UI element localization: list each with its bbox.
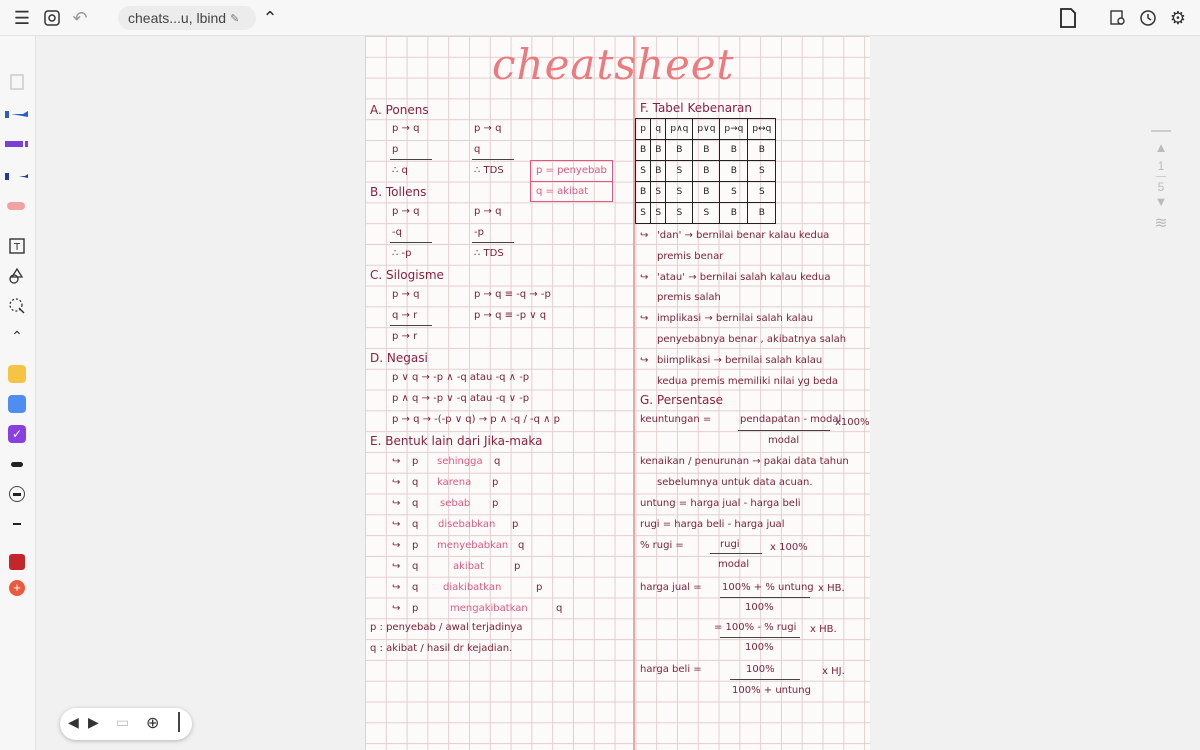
bentuk-word: menyebabkan	[437, 540, 509, 551]
pen-tool-darkblue[interactable]	[4, 164, 30, 188]
table-row: S B S B B S	[636, 161, 776, 182]
layers-icon[interactable]: ≋	[1154, 215, 1168, 232]
bentuk-b: p	[536, 582, 543, 593]
chevron-up-icon[interactable]: ⌃	[262, 7, 278, 28]
page-total: 5	[1157, 180, 1165, 194]
add-color-icon[interactable]: +	[4, 576, 30, 600]
untung-formula: untung = harga jual - harga beli	[640, 498, 801, 509]
arrow-bullet-icon: ↪	[640, 354, 649, 366]
ponens-line: ∴ q	[392, 165, 408, 176]
page-down-icon[interactable]: ▼	[1154, 194, 1168, 209]
truth-note: biimplikasi → bernilai salah kalau	[657, 354, 823, 366]
section-d-heading: D. Negasi	[370, 351, 428, 365]
svg-text:T: T	[14, 242, 21, 253]
rugi-formula: rugi = harga beli - harga jual	[640, 519, 785, 530]
p-definition: p : penyebab / awal terjadinya	[370, 622, 523, 633]
bentuk-a: q	[412, 561, 419, 572]
arrow-bullet-icon: ↪	[392, 540, 401, 551]
thumbnail-icon[interactable]: ▭	[116, 714, 130, 730]
arrow-bullet-icon: ↪	[392, 582, 401, 593]
keuntungan-numerator: pendapatan - modal	[740, 414, 842, 425]
bentuk-b: p	[492, 477, 499, 488]
bentuk-a: q	[412, 498, 419, 509]
rename-pencil-icon: ✎	[230, 12, 240, 25]
history-clock-icon[interactable]	[1136, 6, 1160, 30]
arrow-bullet-icon: ↪	[392, 603, 401, 614]
bentuk-a: q	[412, 519, 419, 530]
bentuk-word: karena	[437, 477, 472, 488]
kenaikan-note: kenaikan / penurunan → pakai data tahun	[640, 456, 849, 467]
silogisme-line: p → r	[392, 331, 418, 342]
silogisme-line: q → r	[392, 310, 418, 321]
bentuk-word: sebab	[440, 498, 471, 509]
q-definition: q : akibat / hasil dr kejadian.	[370, 643, 513, 654]
table-row: B B B B B B	[636, 140, 776, 161]
tollens-line: -p	[474, 227, 484, 238]
bentuk-word: sehingga	[437, 456, 483, 467]
persen-rugi-label: % rugi =	[640, 540, 684, 551]
truth-note: kedua premis memiliki nilai yg beda	[657, 375, 838, 387]
page-current: 1	[1157, 159, 1165, 173]
kenaikan-note-2: sebelumnya untuk data acuan.	[657, 477, 813, 488]
harga-jual-times-2: x HB.	[810, 624, 837, 635]
bentuk-b: q	[556, 603, 563, 614]
harga-beli-times: x HJ.	[822, 666, 845, 677]
bentuk-b: q	[494, 456, 501, 467]
bentuk-b: q	[518, 540, 525, 551]
lasso-select-icon[interactable]	[4, 294, 30, 318]
ponens-line: ∴ TDS	[474, 165, 504, 176]
persen-rugi-numerator: rugi	[720, 539, 740, 550]
eraser-tool[interactable]	[4, 194, 30, 218]
bentuk-word: mengakibatkan	[450, 603, 528, 614]
divider	[178, 712, 180, 732]
harga-jual-denominator: 100%	[745, 602, 774, 613]
arrow-bullet-icon: ↪	[640, 230, 649, 241]
tollens-line: p → q	[392, 206, 420, 217]
arrow-bullet-icon: ↪	[392, 561, 401, 572]
silogisme-line: p → q	[392, 289, 420, 300]
persen-rugi-times: x 100%	[770, 542, 808, 553]
harga-jual-times: x HB.	[818, 583, 845, 594]
harga-beli-denominator: 100% + untung	[732, 685, 811, 696]
section-f-heading: F. Tabel Kebenaran	[640, 101, 752, 115]
color-blue[interactable]	[4, 392, 30, 416]
silogisme-line: p → q ≡ -p ∨ q	[474, 310, 547, 321]
gear-icon[interactable]: ⚙	[1169, 7, 1187, 28]
truth-table	[635, 118, 776, 224]
page-copy-icon[interactable]	[4, 70, 30, 94]
bentuk-a: p	[412, 456, 419, 467]
section-g-heading: G. Persentase	[640, 393, 723, 407]
bentuk-b: p	[492, 498, 499, 509]
bentuk-word: akibat	[453, 561, 485, 572]
top-toolbar	[0, 0, 1200, 36]
ponens-line: p	[392, 144, 399, 155]
section-b-heading: B. Tollens	[370, 185, 427, 199]
page-up-icon[interactable]: ▲	[1154, 140, 1168, 155]
bentuk-word: diakibatkan	[443, 582, 502, 593]
shapes-tool-icon[interactable]	[4, 264, 30, 288]
document-title-text: cheats...u, lbind	[128, 10, 227, 26]
table-row: S S S S B B	[636, 203, 776, 224]
tollens-line: ∴ TDS	[474, 248, 504, 259]
bentuk-b: p	[512, 519, 519, 530]
prev-page-icon[interactable]: ◀	[68, 714, 79, 730]
bottom-zoom-bar	[60, 708, 192, 740]
bentuk-a: q	[412, 582, 419, 593]
ponens-line: q	[474, 144, 481, 155]
table-row: B S S B S S	[636, 182, 776, 203]
color-yellow[interactable]	[4, 362, 30, 386]
zoom-in-icon[interactable]: ⊕	[146, 715, 160, 732]
keuntungan-label: keuntungan =	[640, 414, 712, 425]
negasi-line: p → q → -(-p ∨ q) → p ∧ -q / -q ∧ p	[392, 414, 560, 425]
arrow-bullet-icon: ↪	[392, 456, 401, 467]
pen-tool-blue[interactable]	[4, 102, 30, 126]
truth-note: 'dan' → bernilai benar kalau kedua	[657, 230, 830, 241]
truth-note: implikasi → bernilai salah kalau	[657, 313, 814, 325]
silogisme-line: p → q ≡ -q → -p	[474, 289, 551, 300]
keuntungan-times: x100%	[835, 417, 870, 428]
next-page-icon[interactable]: ▶	[88, 714, 99, 730]
page-navigator	[1148, 126, 1174, 233]
text-tool-icon[interactable]	[4, 234, 30, 258]
ponens-line: p → q	[392, 123, 420, 134]
negasi-line: p ∧ q → -p ∨ -q atau -q ∨ -p	[392, 393, 530, 404]
arrow-bullet-icon: ↪	[640, 271, 649, 283]
tollens-line: ∴ -p	[392, 248, 412, 259]
truth-note: penyebabnya benar , akibatnya salah	[657, 334, 847, 345]
ponens-line: p → q	[474, 123, 502, 134]
undo-icon[interactable]: ↶	[72, 7, 88, 28]
bentuk-a: q	[412, 477, 419, 488]
collapse-chevron-icon[interactable]: ⌃	[11, 327, 23, 344]
bentuk-a: p	[412, 540, 419, 551]
section-a-heading: A. Ponens	[370, 103, 429, 117]
harga-beli-label: harga beli =	[640, 664, 702, 675]
page-icon[interactable]	[1056, 6, 1080, 30]
color-red[interactable]	[4, 550, 30, 574]
document-settings-icon[interactable]	[40, 6, 64, 30]
harga-beli-numerator: 100%	[746, 664, 775, 675]
keuntungan-denominator: modal	[768, 435, 800, 446]
bentuk-a: p	[412, 603, 419, 614]
harga-jual-label: harga jual =	[640, 582, 702, 593]
document-title[interactable]	[118, 6, 256, 30]
page-title: cheatsheet	[492, 40, 735, 89]
harga-jual-numerator: 100% + % untung	[722, 582, 814, 593]
stroke-thin[interactable]	[4, 512, 30, 536]
arrow-bullet-icon: ↪	[392, 477, 401, 488]
pen-tool-purple[interactable]	[4, 132, 30, 156]
truth-table-header: p q p∧q p∨q p→q p↔q	[636, 119, 776, 140]
stroke-thick[interactable]	[4, 452, 30, 476]
tollens-line: p → q	[474, 206, 502, 217]
bentuk-word: disebabkan	[438, 519, 496, 530]
tool-sidebar	[0, 36, 36, 750]
definition-q: q = akibat	[536, 186, 589, 197]
color-purple-selected[interactable]: ✓	[4, 422, 30, 446]
section-e-heading: E. Bentuk lain dari Jika-maka	[370, 434, 543, 448]
negasi-line: p ∨ q → -p ∧ -q atau -q ∧ -p	[392, 372, 530, 383]
stroke-medium-selected[interactable]	[4, 482, 30, 506]
bentuk-b: p	[514, 561, 521, 572]
arrow-bullet-icon: ↪	[640, 313, 649, 325]
harga-jual-denominator-2: 100%	[745, 642, 774, 653]
truth-note: 'atau' → bernilai salah kalau kedua	[657, 271, 831, 283]
definition-p: p = penyebab	[536, 165, 607, 176]
tollens-line: -q	[392, 227, 402, 238]
search-document-icon[interactable]	[1106, 6, 1130, 30]
section-c-heading: C. Silogisme	[370, 268, 444, 282]
nav-handle[interactable]	[1151, 130, 1171, 132]
arrow-bullet-icon: ↪	[392, 519, 401, 530]
menu-icon[interactable]: ☰	[13, 7, 31, 28]
arrow-bullet-icon: ↪	[392, 498, 401, 509]
truth-note: premis benar	[657, 250, 724, 262]
persen-rugi-denominator: modal	[718, 559, 750, 570]
harga-jual-numerator-2: = 100% - % rugi	[714, 622, 797, 633]
truth-note: premis salah	[657, 292, 721, 304]
